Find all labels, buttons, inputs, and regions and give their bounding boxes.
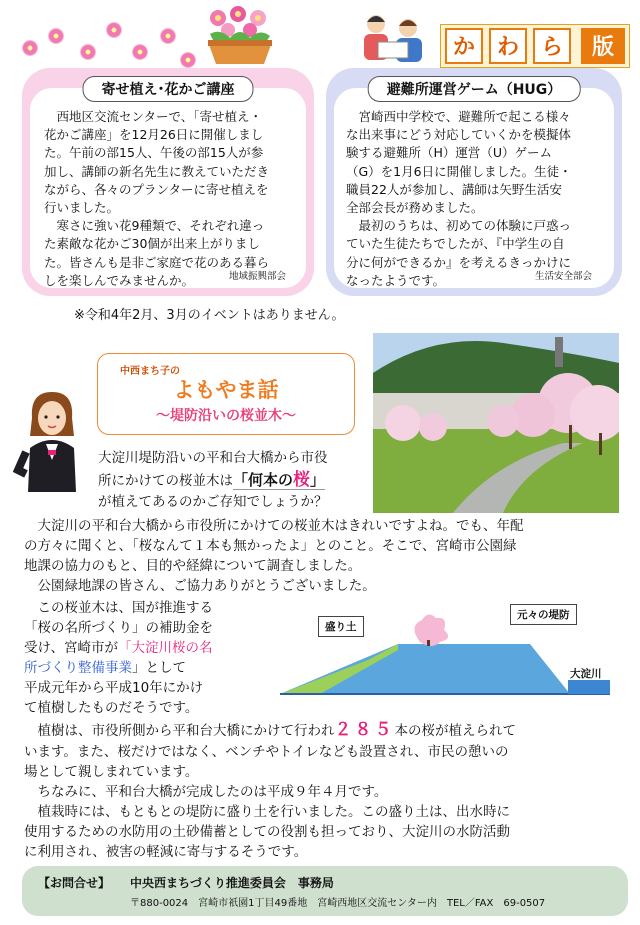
flower-pot-icon <box>200 4 280 66</box>
text: 植樹は、市役所側から平和台大橋にかけて行われ <box>24 723 335 739</box>
text: 本の桜が植えられて <box>394 723 516 739</box>
project-name: 「大淀川桜の名 <box>117 640 213 656</box>
text: 受け、宮崎市が <box>24 640 118 656</box>
flower-icon <box>22 40 38 56</box>
flower-icon <box>132 44 148 60</box>
text-line: ながら、各々のプランターに寄せ植えを <box>44 181 269 197</box>
text-line: た。午前の部15人、午後の部15人が参 <box>44 145 264 161</box>
paragraph-line: 場として親しまれています。 <box>24 764 199 780</box>
panel-signature: 地域振興部会 <box>228 271 286 282</box>
paragraph-line: この桜並木は、国が推進する <box>24 600 213 616</box>
paragraph-line: 平成元年から平成10年にかけ <box>24 680 204 696</box>
text-line: 最初のうちは、初めての体験に戸惑っ <box>346 218 572 234</box>
address: 〒880-0024 宮崎市祇園1丁目49番地 宮崎西地区交流センター内 TEL／FAX 69-0507 <box>130 898 546 909</box>
text-line: （G）を1月6日に開催しました。生徒・ <box>346 163 572 179</box>
paragraph-line: の方々に聞くと、「桜なんて１本も無かったよ」とのこと。そこで、宮崎市公園緑 <box>24 538 517 554</box>
levee-diagram <box>280 610 610 705</box>
label-original-levee: 元々の堤防 <box>510 604 577 625</box>
project-name: 所づくり整備事業 <box>24 660 132 676</box>
text-line: 花かご講座」を12月26日に開催しまし <box>44 127 264 143</box>
intro-line <box>98 470 325 491</box>
text-line: 分に何ができるか』を考えるきっかけに <box>346 254 572 270</box>
text-line: た。皆さんも是非ご家庭で花のある暮ら <box>44 254 270 270</box>
paragraph-line: 植栽時には、もともとの堤防に盛り土を行いました。この盛り土は、出水時に <box>24 804 510 820</box>
evacuation-game-panel <box>326 68 622 296</box>
paragraph-line: 使用するための水防用の土砂備蓄としての役割も担っており、大淀川の水防活動 <box>24 824 510 840</box>
cherry-blossom-photo <box>373 333 619 513</box>
paragraph-line <box>24 720 516 741</box>
text-line: た素敵な花かご30個が出来上がりまし <box>44 236 260 252</box>
panel-body <box>44 108 269 290</box>
text-line: なったようです。 <box>346 272 446 288</box>
kawaraban-char: ら <box>533 28 571 64</box>
intro-text: 所にかけての桜並木は <box>98 473 233 489</box>
contact-label: 【お問合せ】 <box>38 876 111 890</box>
kawaraban-banner <box>440 24 630 68</box>
paragraph-line: 大淀川の平和台大橋から市役所にかけての桜並木はきれいですよね。でも、年配 <box>24 518 524 534</box>
organization-name: 中央西まちづくり推進委員会 事務局 <box>130 876 334 890</box>
highlight-text: 「何本の <box>233 471 294 489</box>
paragraph-line: 地課の協力のもと、目的や経緯について調査しました。 <box>24 558 362 574</box>
text-line: な出来事にどう対応していくかを模擬体 <box>346 127 572 143</box>
text-line: 加し、講師の新名先生に教えていただき <box>44 163 270 179</box>
paragraph-line <box>24 658 186 678</box>
woman-illustration <box>12 388 92 500</box>
event-note: ※令和4年2月、3月のイベントはありません。 <box>74 308 345 323</box>
text-line: 験する避難所（H）運営（U）ゲーム <box>346 145 553 161</box>
contact-footer <box>22 866 628 916</box>
text-line: 宮崎西中学校で、避難所で起こる様々 <box>346 109 571 124</box>
section-subtitle: ～堤防沿いの桜並木～ <box>156 408 296 424</box>
flower-decoration <box>0 0 200 70</box>
paragraph-line: 公園緑地課の皆さん、ご協力ありがとうございました。 <box>24 578 376 594</box>
text-line: 行いました。 <box>44 200 120 216</box>
paragraph-line: います。また、桜だけではなく、ベンチやトイレなども設置され、市民の憩いの <box>24 744 509 760</box>
panel-body <box>346 108 572 290</box>
paragraph-line: ちなみに、平和台大橋が完成したのは平成９年４月です。 <box>24 784 388 800</box>
text-line: しを楽しんでみませんか。 <box>44 272 195 288</box>
question-highlight <box>233 471 325 490</box>
paragraph-line <box>24 638 212 658</box>
paragraph-line: に利用され、被害の軽減に寄与するそうです。 <box>24 844 308 860</box>
label-mound: 盛り土 <box>318 616 364 637</box>
text-line: ていた生徒たちでしたが、『中学生の自 <box>346 236 565 252</box>
readers-illustration <box>356 8 434 68</box>
intro-line: 大淀川堤防沿いの平和台大橋から市役 <box>98 450 328 466</box>
flower-icon <box>48 28 64 44</box>
text-line: 西地区交流センターで、「寄せ植え・ <box>44 109 263 124</box>
flower-icon <box>106 22 122 38</box>
highlight-text: 」 <box>310 471 326 489</box>
paragraph-line: 「桜の名所づくり」の補助金を <box>24 620 213 636</box>
kawaraban-char: わ <box>489 28 527 64</box>
kawaraban-char: か <box>445 28 483 64</box>
paragraph-line: て植樹したものだそうです。 <box>24 700 199 716</box>
flower-icon <box>180 52 196 68</box>
yomoyama-title-box <box>97 353 355 435</box>
panel-signature: 生活安全部会 <box>534 271 592 282</box>
kicker: 中西まち子の <box>120 366 180 377</box>
flower-icon <box>160 28 176 44</box>
flower-workshop-panel <box>22 68 314 296</box>
panel-title: 寄せ植え･花かご講座 <box>83 76 254 102</box>
text-line: 寒さに強い花9種類で、それぞれ違っ <box>44 218 265 234</box>
text: 」として <box>132 660 186 676</box>
text-line: 全部会長が務めました。 <box>346 200 484 216</box>
flower-icon <box>80 44 96 60</box>
section-title: よもやま話 <box>173 378 279 402</box>
sakura-highlight: 桜 <box>293 470 311 490</box>
kawaraban-char: 版 <box>581 28 625 64</box>
intro-line: が植えてあるのかご存知でしょうか？ <box>98 494 328 510</box>
label-river: 大淀川 <box>570 668 602 680</box>
text-line: 職員22人が参加し、講師は矢野生活安 <box>346 181 562 197</box>
panel-title: 避難所運営ゲーム（HUG） <box>368 76 581 102</box>
tree-count: ２８５ <box>334 720 395 740</box>
